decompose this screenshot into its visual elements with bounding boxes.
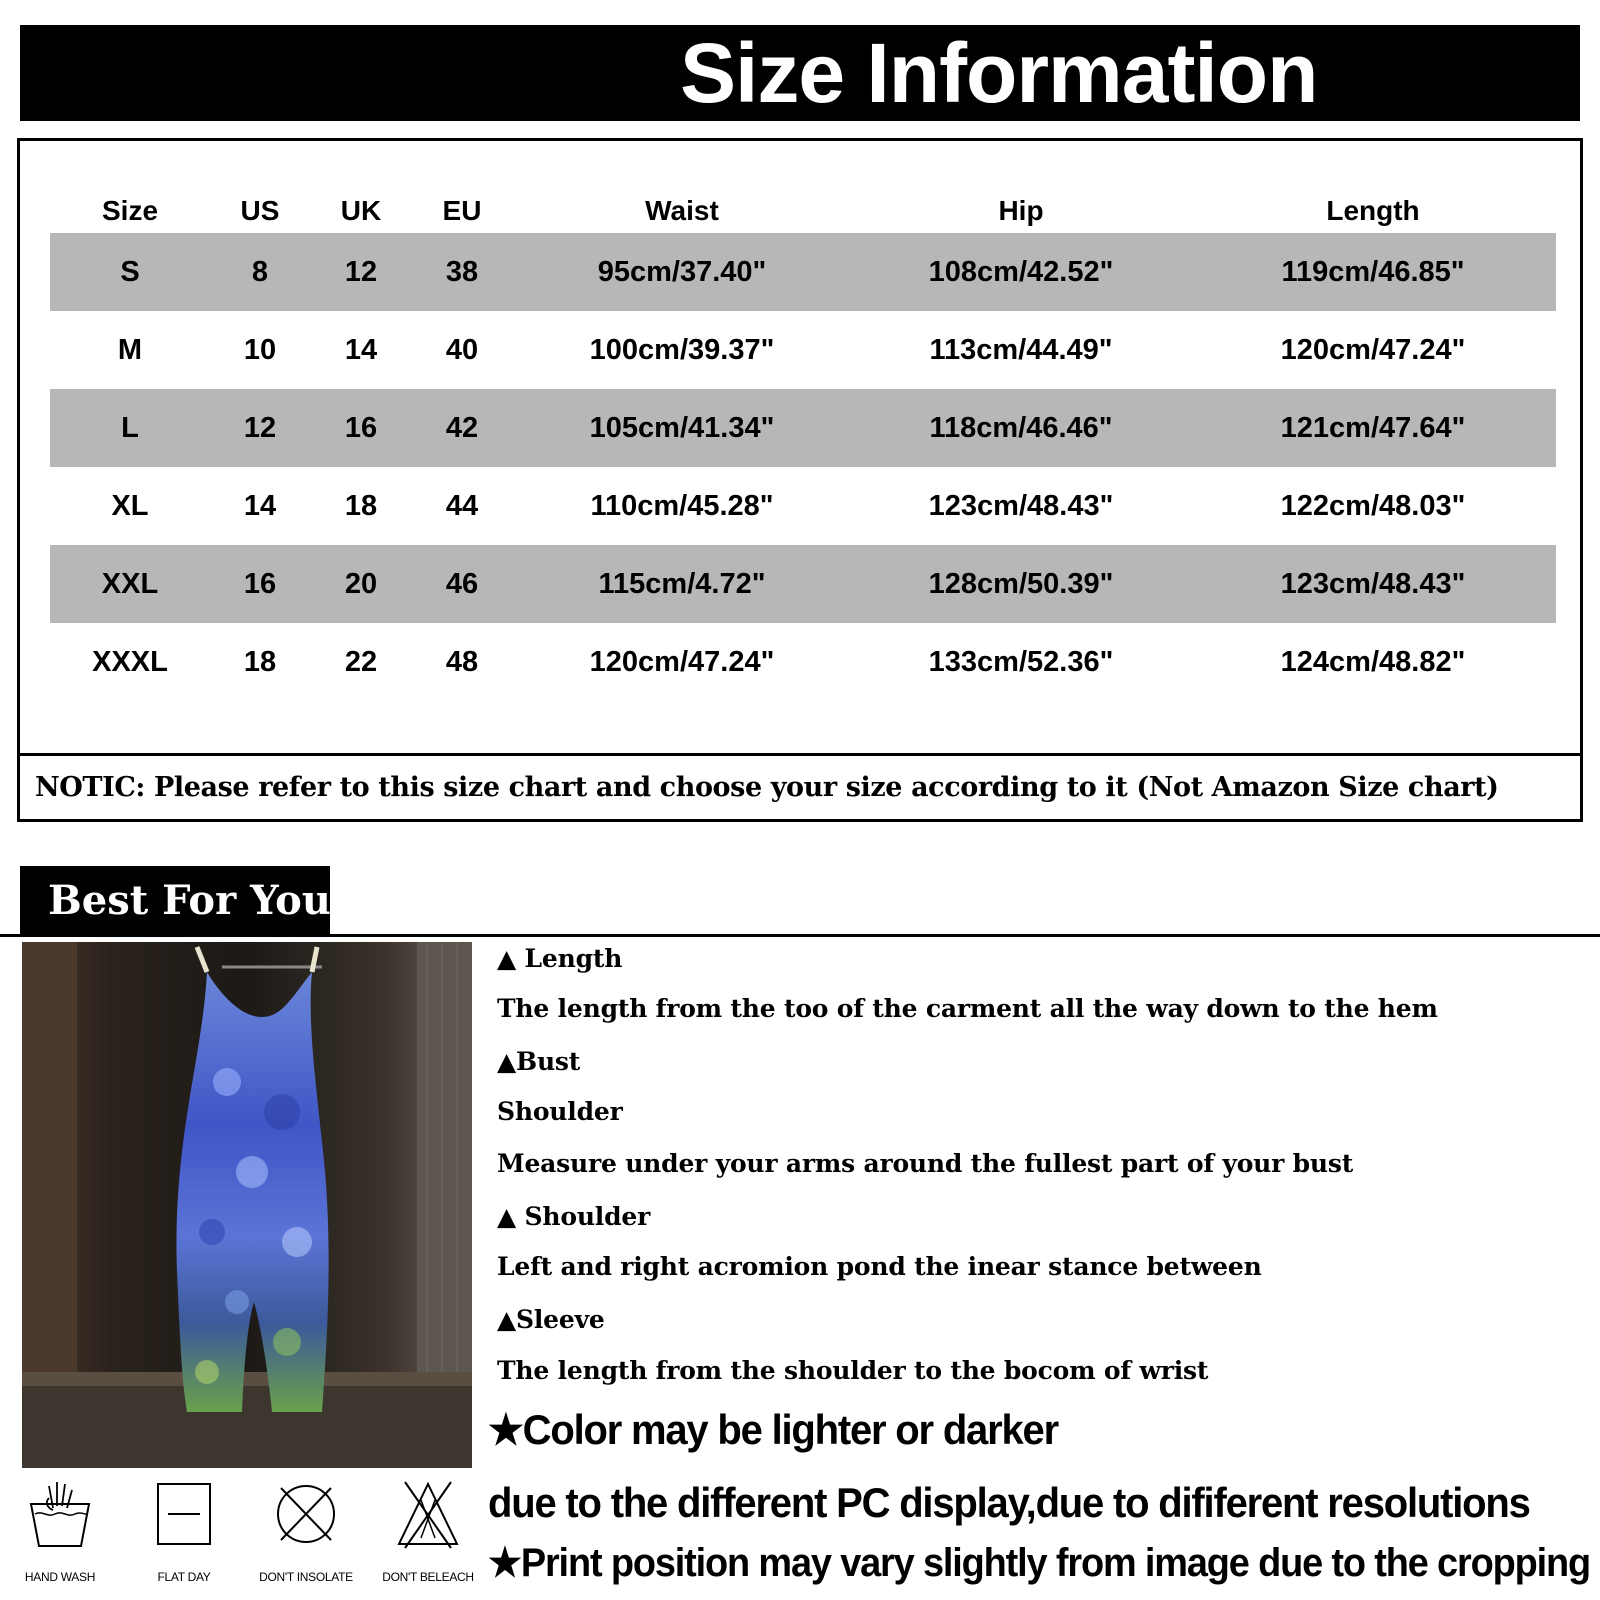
table-cell: XXXL [92, 645, 168, 678]
table-row [50, 389, 1556, 467]
care-icons [0, 1470, 480, 1600]
table-cell: 10 [243, 333, 277, 366]
table-cell: 48 [445, 645, 479, 678]
table-cell: 123cm/48.43" [928, 489, 1114, 522]
care-label: DON'T BELEACH [382, 1570, 474, 1584]
table-cell: 12 [310, 233, 412, 311]
table-cell: 133cm/52.36" [928, 645, 1114, 678]
table-cell: 100cm/39.37" [589, 333, 775, 366]
table-cell: 16 [210, 545, 310, 623]
table-cell: 118cm/46.46" [852, 389, 1190, 467]
size-chart-box [17, 138, 1583, 822]
table-cell: 115cm/4.72" [512, 545, 852, 623]
table-cell: 18 [344, 489, 378, 522]
table-cell: 8 [210, 233, 310, 311]
measure-text-shoulder-label: Shoulder [497, 1097, 623, 1126]
measure-heading-bust: ▲Bust [497, 1047, 581, 1076]
column-header: Length [1326, 195, 1420, 226]
table-cell: L [50, 389, 210, 467]
size-table [50, 185, 1556, 701]
table-cell: 105cm/41.34" [512, 389, 852, 467]
table-cell: 120cm/47.24" [589, 645, 775, 678]
table-cell: XXL [50, 545, 210, 623]
print-position-note: ★Print position may vary slightly from image due to the cropping [488, 1541, 1590, 1585]
table-cell: 46 [412, 545, 512, 623]
care-item-dont-insolate [246, 1470, 366, 1600]
care-item-flat-dry [124, 1470, 244, 1600]
care-item-hand-wash [0, 1470, 120, 1600]
table-cell: 95cm/37.40" [512, 233, 852, 311]
table-cell: 12 [210, 389, 310, 467]
table-cell: 42 [412, 389, 512, 467]
section-divider [0, 934, 1600, 937]
best-for-you-heading: Best For You [20, 866, 330, 936]
table-row [50, 467, 1556, 545]
care-label: FLAT DAY [157, 1570, 211, 1584]
table-cell: 110cm/45.28" [590, 489, 774, 522]
care-label: DON'T INSOLATE [259, 1570, 353, 1584]
column-header: EU [442, 195, 482, 226]
table-row [50, 545, 1556, 623]
column-header: Hip [998, 195, 1044, 226]
color-note: ★Color may be lighter or darker [488, 1407, 1058, 1454]
page-title: Size Information [680, 26, 1318, 120]
display-note: due to the different PC display,due to dififerent resolutions [488, 1480, 1530, 1527]
care-item-dont-bleach [368, 1470, 488, 1600]
column-header: US [240, 195, 280, 226]
table-cell: 14 [243, 489, 277, 522]
column-header: Size [101, 195, 159, 226]
table-cell: 122cm/48.03" [1280, 489, 1466, 522]
measure-heading-sleeve: ▲Sleeve [497, 1305, 605, 1334]
care-label: HAND WASH [24, 1570, 96, 1584]
table-cell: 124cm/48.82" [1280, 645, 1466, 678]
table-cell: 113cm/44.49" [929, 333, 1113, 366]
table-cell: 123cm/48.43" [1190, 545, 1556, 623]
table-cell: 120cm/47.24" [1280, 333, 1466, 366]
table-cell: XL [111, 489, 149, 522]
table-row [50, 311, 1556, 389]
table-cell: 20 [310, 545, 412, 623]
table-cell: 38 [412, 233, 512, 311]
measure-heading-length: ▲ Length [497, 944, 623, 973]
table-cell: 108cm/42.52" [852, 233, 1190, 311]
table-row [50, 233, 1556, 311]
size-notice: NOTIC: Please refer to this size chart and choose your size according to it (Not Amazon Size chart) [20, 753, 1580, 819]
measure-text-sleeve: The length from the shoulder to the bocom of wrist [497, 1356, 1209, 1385]
flat-dry-icon [154, 1478, 214, 1550]
table-cell: 14 [344, 333, 378, 366]
table-cell: M [117, 333, 143, 366]
table-cell: 121cm/47.64" [1190, 389, 1556, 467]
column-header: Waist [645, 195, 719, 226]
measure-text-length: The length from the too of the carment all the way down to the hem [497, 994, 1438, 1023]
table-cell: S [50, 233, 210, 311]
table-cell: 40 [445, 333, 479, 366]
table-cell: 22 [344, 645, 378, 678]
table-row [50, 623, 1556, 701]
hand-wash-icon [25, 1478, 95, 1550]
table-cell: 44 [445, 489, 479, 522]
dont-bleach-icon [393, 1478, 463, 1550]
measure-text-shoulder: Left and right acromion pond the inear stance between [497, 1252, 1262, 1281]
table-header-row [50, 185, 1556, 233]
dont-insolate-icon [271, 1478, 341, 1550]
table-cell: 128cm/50.39" [852, 545, 1190, 623]
table-cell: 16 [310, 389, 412, 467]
measure-heading-shoulder: ▲ Shoulder [497, 1202, 651, 1231]
table-cell: 119cm/46.85" [1190, 233, 1556, 311]
measure-text-bust: Measure under your arms around the fullest part of your bust [497, 1149, 1354, 1178]
table-cell: 18 [243, 645, 277, 678]
product-photo [22, 942, 472, 1468]
title-bar [20, 25, 1580, 121]
column-header: UK [340, 195, 382, 226]
